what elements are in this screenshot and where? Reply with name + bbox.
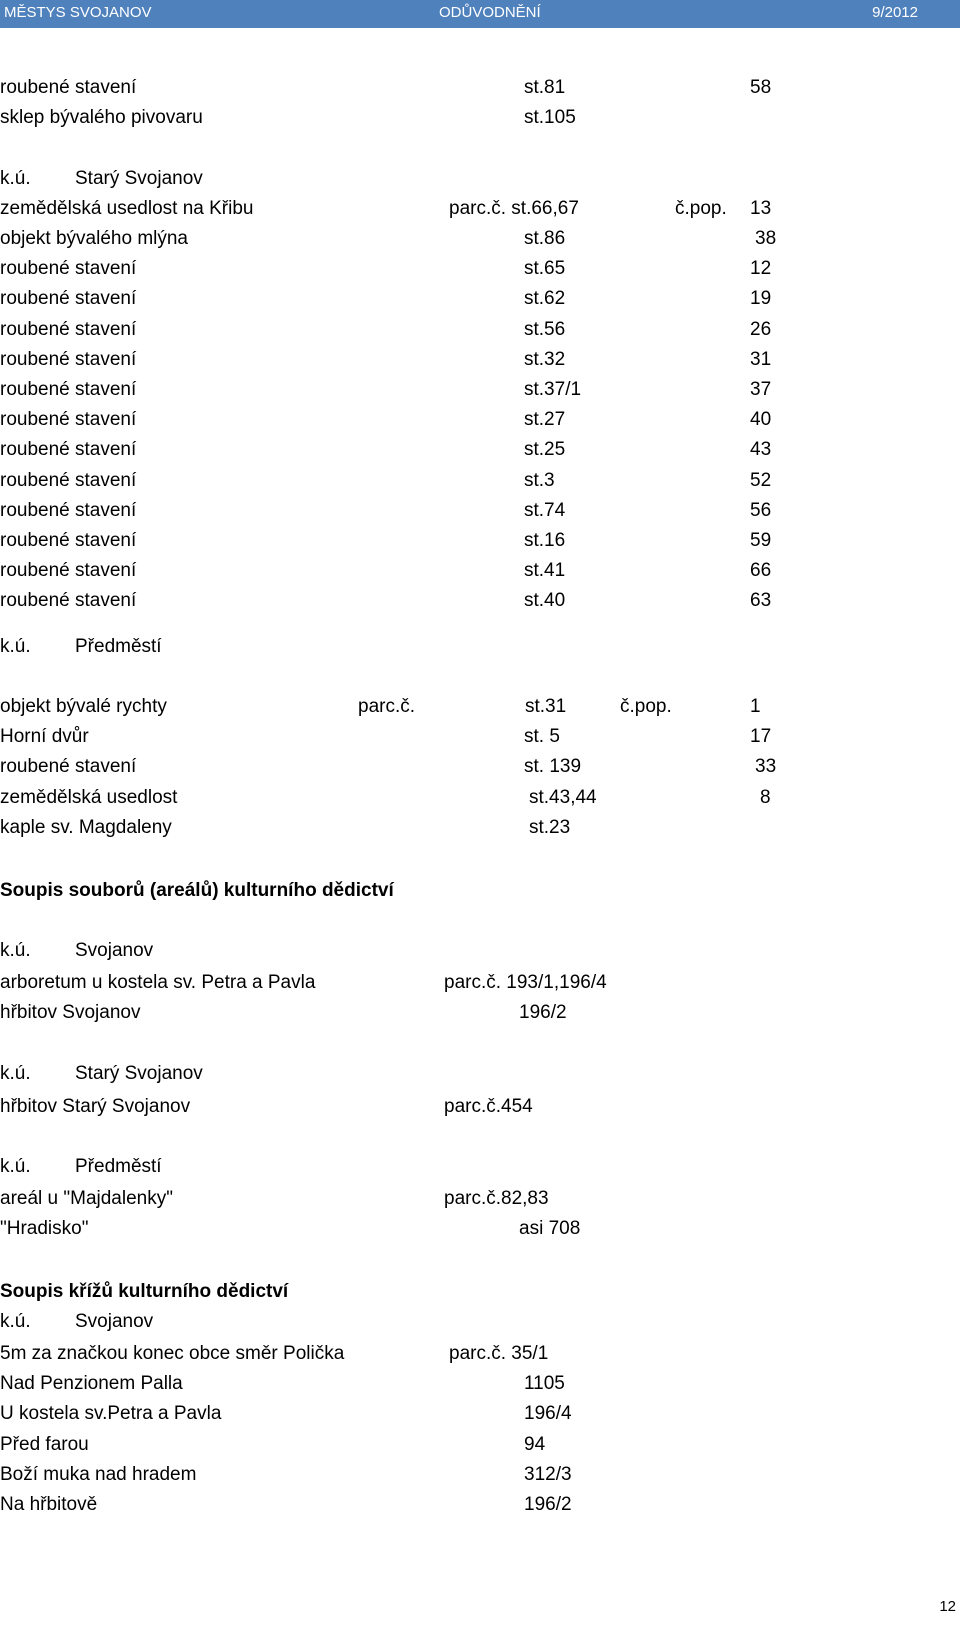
list-item [0,1430,960,1460]
section-heading: Soupis křížů kulturního dědictví [0,1281,289,1302]
list-item [0,1184,960,1214]
item-parcel: 196/2 [519,1002,567,1023]
list-item [0,103,960,133]
item-name: roubené stavení [0,530,137,551]
item-parcel: st.40 [524,590,566,611]
list-item [0,405,960,435]
item-name: roubené stavení [0,470,137,491]
item-parcel: parc.č. st.66,67 [449,198,579,219]
item-parcel: st.37/1 [524,379,582,400]
item-number: 26 [750,319,772,340]
item-name: roubené stavení [0,349,137,370]
item-parcel: st. 139 [524,756,582,777]
cadastral-area-name: Svojanov [75,940,154,961]
item-parcel: st.43,44 [529,787,597,808]
item-number: 52 [750,470,772,491]
item-parcel: st.27 [524,409,566,430]
list-item [0,813,960,843]
item-number: 38 [755,228,777,249]
item-number: 59 [750,530,772,551]
item-number: 66 [750,560,772,581]
list-item [0,315,960,345]
item-parcel: st.62 [524,288,566,309]
list-item [0,435,960,465]
page-number: 12 [939,1598,956,1615]
list-item [0,345,960,375]
cadastral-area-name: Předměstí [75,636,162,657]
item-parcel: parc.č. 35/1 [449,1343,549,1364]
item-parcel: parc.č.454 [444,1096,533,1117]
item-name: zemědělská usedlost [0,787,178,808]
item-parcel: st. 5 [524,726,560,747]
item-number: 33 [755,756,777,777]
item-number: 12 [750,258,772,279]
item-name: Horní dvůr [0,726,89,747]
list-item [0,722,960,752]
cadastral-area-label: k.ú. Předměstí [0,1152,960,1182]
item-house-label: č.pop. [620,696,672,717]
item-parcel: st.65 [524,258,566,279]
cadastral-area-name: Svojanov [75,1311,154,1332]
cadastral-area-label: k.ú. Starý Svojanov [0,1059,960,1089]
item-parcel: st.105 [524,107,576,128]
list-item [0,1369,960,1399]
list-item [0,1092,960,1122]
item-parcel: asi 708 [519,1218,581,1239]
list-item [0,496,960,526]
item-parcel: st.3 [524,470,555,491]
item-number: 58 [750,77,772,98]
list-item [0,692,960,722]
item-parcel: st.32 [524,349,566,370]
item-number: 40 [750,409,772,430]
item-name: zemědělská usedlost na Křibu [0,198,254,219]
list-item [0,1214,960,1244]
item-number: 56 [750,500,772,521]
item-name: roubené stavení [0,77,137,98]
item-name: 5m za značkou konec obce směr Polička [0,1343,345,1364]
item-name: roubené stavení [0,500,137,521]
item-name: hřbitov Starý Svojanov [0,1096,191,1117]
item-name: objekt bývalé rychty [0,696,167,717]
item-name: roubené stavení [0,258,137,279]
item-name: sklep bývalého pivovaru [0,107,203,128]
cadastral-area-name: Starý Svojanov [75,1063,203,1084]
item-parcel: st.16 [524,530,566,551]
cadastral-area-name: Starý Svojanov [75,168,203,189]
page-header [0,0,960,28]
item-name: Nad Penzionem Palla [0,1373,183,1394]
item-name: roubené stavení [0,560,137,581]
list-item [0,1460,960,1490]
item-number: 17 [750,726,772,747]
item-parcel: 1105 [524,1373,565,1394]
item-parcel-prefix: parc.č. [358,696,416,717]
list-item [0,752,960,782]
item-parcel: st.31 [525,696,567,717]
header-section: ODŮVODNĚNÍ [439,4,541,21]
header-date: 9/2012 [872,4,918,21]
item-number: 8 [760,787,771,808]
item-name: roubené stavení [0,379,137,400]
item-name: objekt bývalého mlýna [0,228,188,249]
item-name: hřbitov Svojanov [0,1002,141,1023]
cadastral-area-label: k.ú. Předměstí [0,632,960,662]
cadastral-area-name: Předměstí [75,1156,162,1177]
item-name: roubené stavení [0,319,137,340]
item-parcel: 196/2 [524,1494,572,1515]
cadastral-area-label: k.ú. Svojanov [0,1307,960,1337]
item-name: areál u "Majdalenky" [0,1188,173,1209]
section-heading: Soupis souborů (areálů) kulturního dědictví [0,880,394,901]
list-item [0,998,960,1028]
item-number: 19 [750,288,772,309]
item-number: 13 [750,198,772,219]
list-item [0,556,960,586]
item-name: roubené stavení [0,439,137,460]
item-parcel: st.25 [524,439,566,460]
item-number: 1 [750,696,761,717]
list-item [0,194,960,224]
list-item [0,466,960,496]
item-name: kaple sv. Magdaleny [0,817,172,838]
item-name: Na hřbitově [0,1494,98,1515]
item-name: Boží muka nad hradem [0,1464,197,1485]
item-name: roubené stavení [0,756,137,777]
list-item [0,73,960,103]
item-parcel: 196/4 [524,1403,572,1424]
list-item [0,254,960,284]
list-item [0,783,960,813]
list-item [0,586,960,616]
item-name: roubené stavení [0,409,137,430]
list-item [0,968,960,998]
item-name: U kostela sv.Petra a Pavla [0,1403,222,1424]
list-item [0,224,960,254]
item-number: 31 [750,349,772,370]
item-name: arboretum u kostela sv. Petra a Pavla [0,972,316,993]
item-number: 43 [750,439,772,460]
item-name: roubené stavení [0,288,137,309]
item-parcel: st.86 [524,228,566,249]
item-parcel: parc.č. 193/1,196/4 [444,972,607,993]
item-parcel: 94 [524,1434,546,1455]
item-house-label: č.pop. [675,198,727,219]
item-parcel: st.81 [524,77,566,98]
item-name: Před farou [0,1434,89,1455]
item-parcel: parc.č.82,83 [444,1188,549,1209]
list-item [0,1339,960,1369]
item-number: 37 [750,379,772,400]
cadastral-area-label: k.ú. Starý Svojanov [0,164,960,194]
item-number: 63 [750,590,772,611]
list-item [0,1490,960,1520]
cadastral-area-label: k.ú. Svojanov [0,936,960,966]
item-parcel: st.56 [524,319,566,340]
item-parcel: st.74 [524,500,566,521]
list-item [0,375,960,405]
list-item [0,526,960,556]
item-name: roubené stavení [0,590,137,611]
item-parcel: 312/3 [524,1464,572,1485]
header-municipality: MĚSTYS SVOJANOV [4,4,152,21]
item-name: "Hradisko" [0,1218,89,1239]
list-item [0,284,960,314]
item-parcel: st.23 [529,817,571,838]
item-parcel: st.41 [524,560,566,581]
list-item [0,1399,960,1429]
